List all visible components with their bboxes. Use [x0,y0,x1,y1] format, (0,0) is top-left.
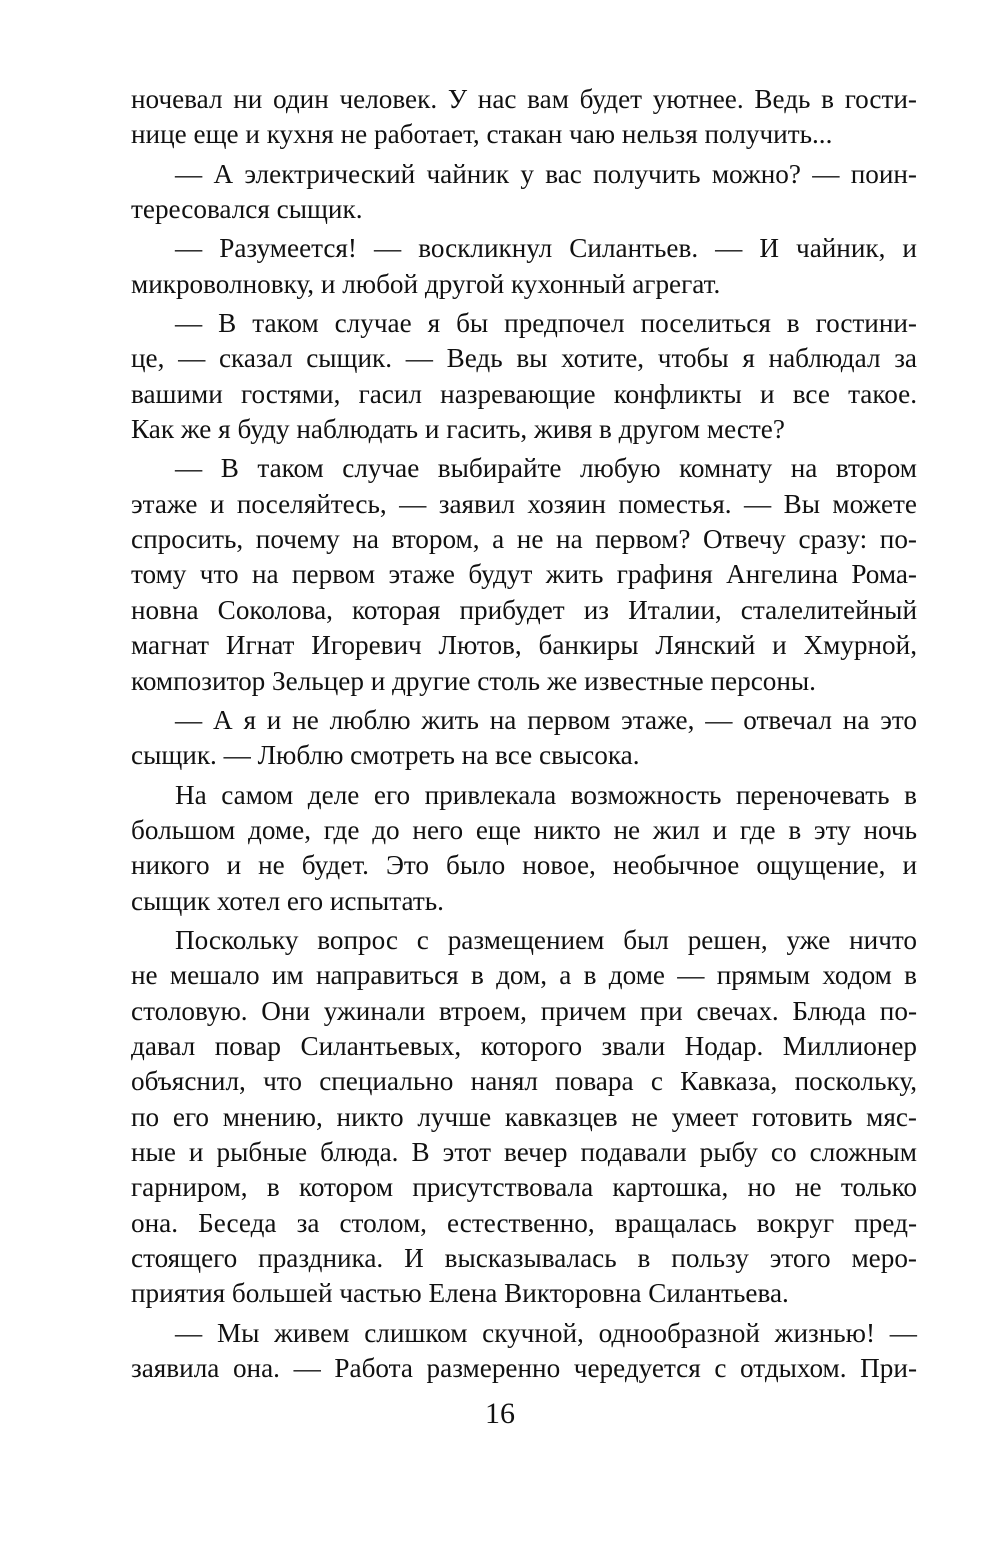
paragraph [131,778,917,919]
text-line: — Мы живем слишком скучной, однообразной жизнью! — [175,1317,917,1348]
text-line: Поскольку вопрос с размещением был решен, уже ничто [175,924,917,955]
text-line: микроволновку, и любой другой кухонный агрегат. [131,268,721,299]
text-line: объяснил, что специально нанял повара с Кавказа, поскольку, [131,1066,917,1097]
paragraph [131,1316,917,1387]
text-line: композитор Зельцер и другие столь же известные персоны. [131,665,816,696]
text-line: заявила она. — Работа размеренно чередуется с отдыхом. При- [131,1353,917,1384]
text-line: це, — сказал сыщик. — Ведь вы хотите, чтобы я наблюдал за [131,343,917,374]
text-line: стоящего праздника. И высказывалась в пользу этого меро- [131,1243,917,1273]
text-line: магнат Игнат Игоревич Лютов, банкиры Лянский и Хмурной, [131,630,917,661]
text-line: приятия большей частью Елена Викторовна Силантьева. [131,1278,789,1309]
text-line: — В таком случае я бы предпочел поселиться в гостини- [175,308,917,339]
text-line: сыщик хотел его испытать. [131,885,444,916]
paragraph [131,82,917,153]
paragraph [131,923,917,1312]
text-line: — А я и не люблю жить на первом этаже, — отвечал на это [175,704,917,735]
text-line: вашими гостями, гасил назревающие конфликты и все такое. [131,378,917,409]
text-line: гарниром, в котором присутствовала картошка, но не только [131,1172,917,1203]
text-line: ночевал ни один человек. У нас вам будет уютнее. Ведь в гости- [131,84,917,114]
text-line: большом доме, где до него еще никто не жил и где в эту ночь [131,814,917,845]
text-line: сыщик. — Люблю смотреть на все свысока. [131,740,640,771]
text-line: — А электрический чайник у вас получить можно? — поин- [175,158,917,189]
text-line: она. Беседа за столом, естественно, вращалась вокруг пред- [131,1207,917,1238]
text-line: нице еще и кухня не работает, стакан чаю нельзя получить... [131,119,833,150]
paragraph [131,703,917,774]
body-text [131,82,917,1386]
paragraph [131,451,917,698]
text-line: давал повар Силантьевых, которого звали Нодар. Миллионер [131,1030,917,1061]
paragraph [131,306,917,447]
page-number: 16 [485,1397,515,1430]
paragraph [131,231,917,302]
text-line: ные и рыбные блюда. В этот вечер подавали рыбу со сложным [131,1136,917,1167]
text-line: спросить, почему на втором, а не на первом? Отвечу сразу: по- [131,524,917,555]
paragraph [131,157,917,228]
text-line: тересовался сыщик. [131,194,363,225]
text-line: этаже и поселяйтесь, — заявил хозяин поместья. — Вы можете [131,488,917,519]
text-line: никого и не будет. Это было новое, необычное ощущение, и [131,850,917,881]
text-line: по его мнению, никто лучше кавказцев не умеет готовить мяс- [131,1101,917,1132]
text-line: — Разумеется! — воскликнул Силантьев. — И чайник, и [175,233,917,264]
text-line: тому что на первом этаже будут жить графиня Ангелина Рома- [131,559,917,590]
text-line: не мешало им направиться в дом, а в доме — прямым ходом в [131,960,917,991]
text-line: столовую. Они ужинали втроем, причем при свечах. Блюда по- [131,995,917,1026]
text-line: Как же я буду наблюдать и гасить, живя в другом месте? [131,414,785,445]
text-line: На самом деле его привлекала возможность переночевать в [175,779,917,810]
text-line: новна Соколова, которая прибудет из Италии, сталелитейный [131,594,917,625]
text-line: — В таком случае выбирайте любую комнату на втором [175,453,917,484]
